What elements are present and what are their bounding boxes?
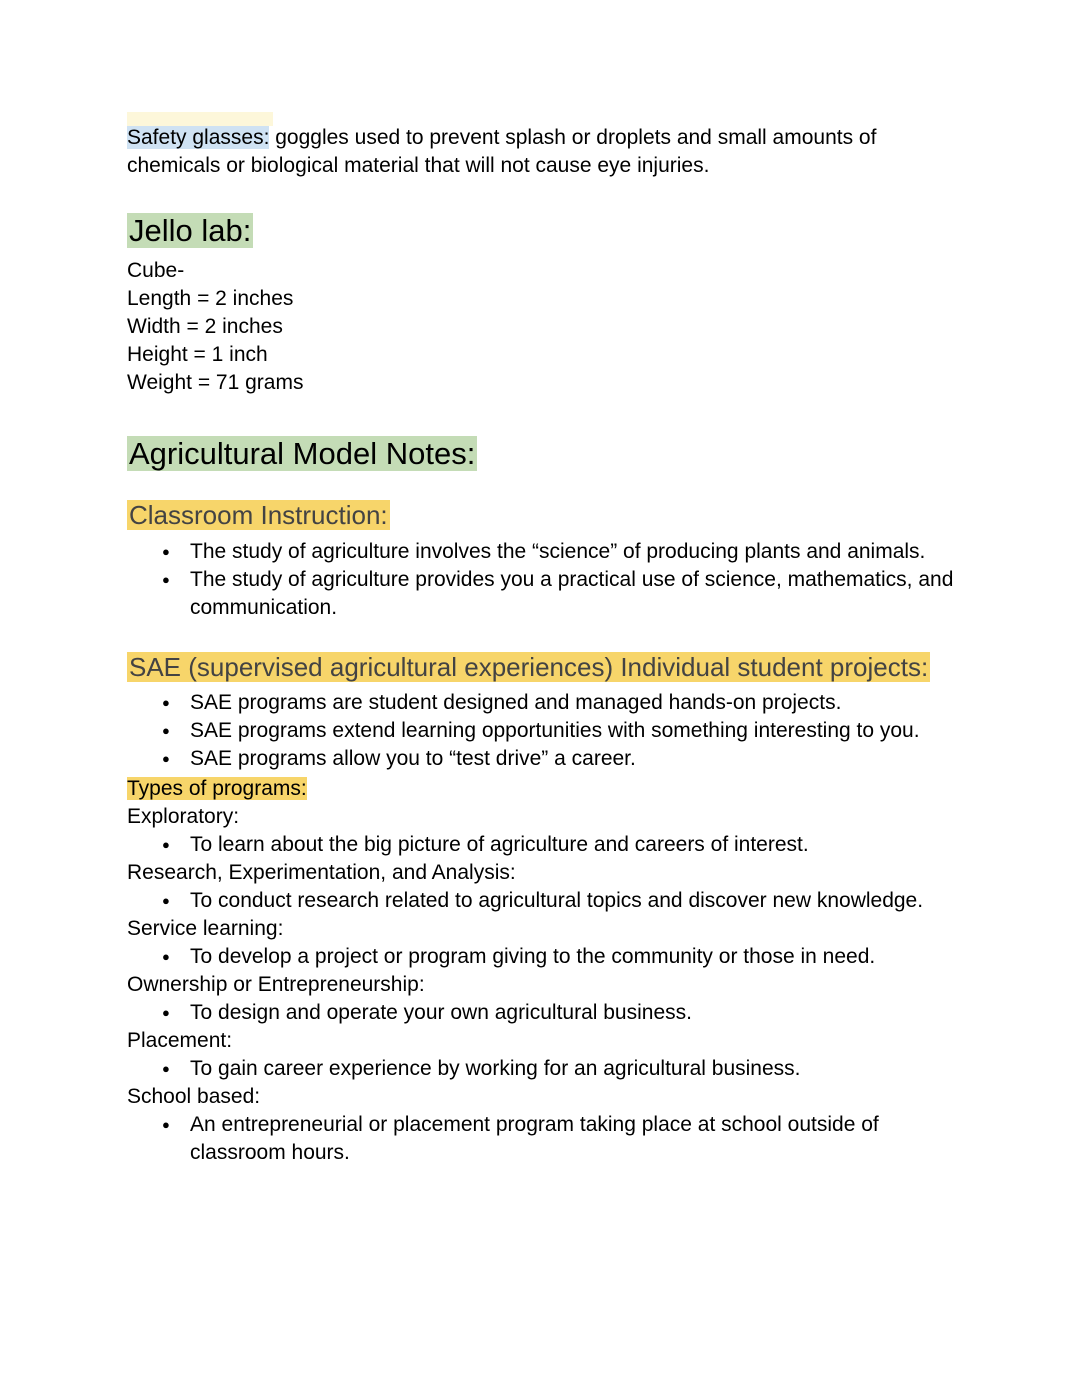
list-item: ● SAE programs allow you to “test drive” a career.: [127, 745, 955, 773]
sae-bullet-list: [127, 689, 955, 773]
program-type-label: Ownership or Entrepreneurship:: [127, 973, 425, 996]
cube-line: Width = 2 inches: [127, 315, 283, 338]
cube-line: Length = 2 inches: [127, 287, 294, 310]
types-of-programs-heading: Types of programs:: [127, 777, 307, 800]
program-type-label: Exploratory:: [127, 805, 240, 828]
program-type-placement: [127, 1027, 955, 1083]
program-type-ownership: [127, 971, 955, 1027]
cube-line: Height = 1 inch: [127, 343, 268, 366]
list-item: ● SAE programs are student designed and managed hands-on projects.: [127, 689, 955, 717]
program-type-school-based: [127, 1083, 955, 1167]
list-item: ● The study of agriculture provides you a practical use of science, mathematics, and communication.: [127, 566, 955, 622]
document-content: [127, 0, 955, 1167]
program-type-service-learning: [127, 915, 955, 971]
list-item: ● To conduct research related to agricultural topics and discover new knowledge.: [127, 887, 955, 915]
cube-line: Cube-: [127, 259, 185, 282]
classroom-instruction-heading: Classroom Instruction:: [129, 500, 388, 530]
program-type-label: Service learning:: [127, 917, 284, 940]
list-item: ● An entrepreneurial or placement program taking place at school outside of classroom hours.: [127, 1111, 955, 1167]
list-item: ● To gain career experience by working for an agricultural business.: [127, 1055, 955, 1083]
program-type-label: Placement:: [127, 1029, 233, 1052]
agricultural-model-notes-heading: Agricultural Model Notes:: [129, 436, 476, 471]
jello-lab-heading: Jello lab:: [129, 213, 252, 248]
definition-paragraph: [127, 124, 955, 180]
cube-measurements: [127, 257, 955, 397]
list-item: ● To develop a project or program giving to the community or those in need.: [127, 943, 955, 971]
definition-term: Safety glasses:: [127, 126, 270, 149]
list-item: ● SAE programs extend learning opportunities with something interesting to you.: [127, 717, 955, 745]
list-item: ● The study of agriculture involves the “science” of producing plants and animals.: [127, 538, 955, 566]
list-item: ● To learn about the big picture of agriculture and careers of interest.: [127, 831, 955, 859]
program-type-research: [127, 859, 955, 915]
definition-text: goggles used to prevent splash or droplets and small amounts of chemicals or biological material that will not cause eye injuries.: [127, 126, 877, 177]
program-type-label: Research, Experimentation, and Analysis:: [127, 861, 516, 884]
sae-heading: SAE (supervised agricultural experiences) Individual student projects:: [129, 652, 929, 682]
list-item: ● To design and operate your own agricultural business.: [127, 999, 955, 1027]
classroom-bullet-list: [127, 538, 955, 622]
program-type-exploratory: [127, 803, 955, 859]
program-type-label: School based:: [127, 1085, 261, 1108]
cube-line: Weight = 71 grams: [127, 371, 304, 394]
